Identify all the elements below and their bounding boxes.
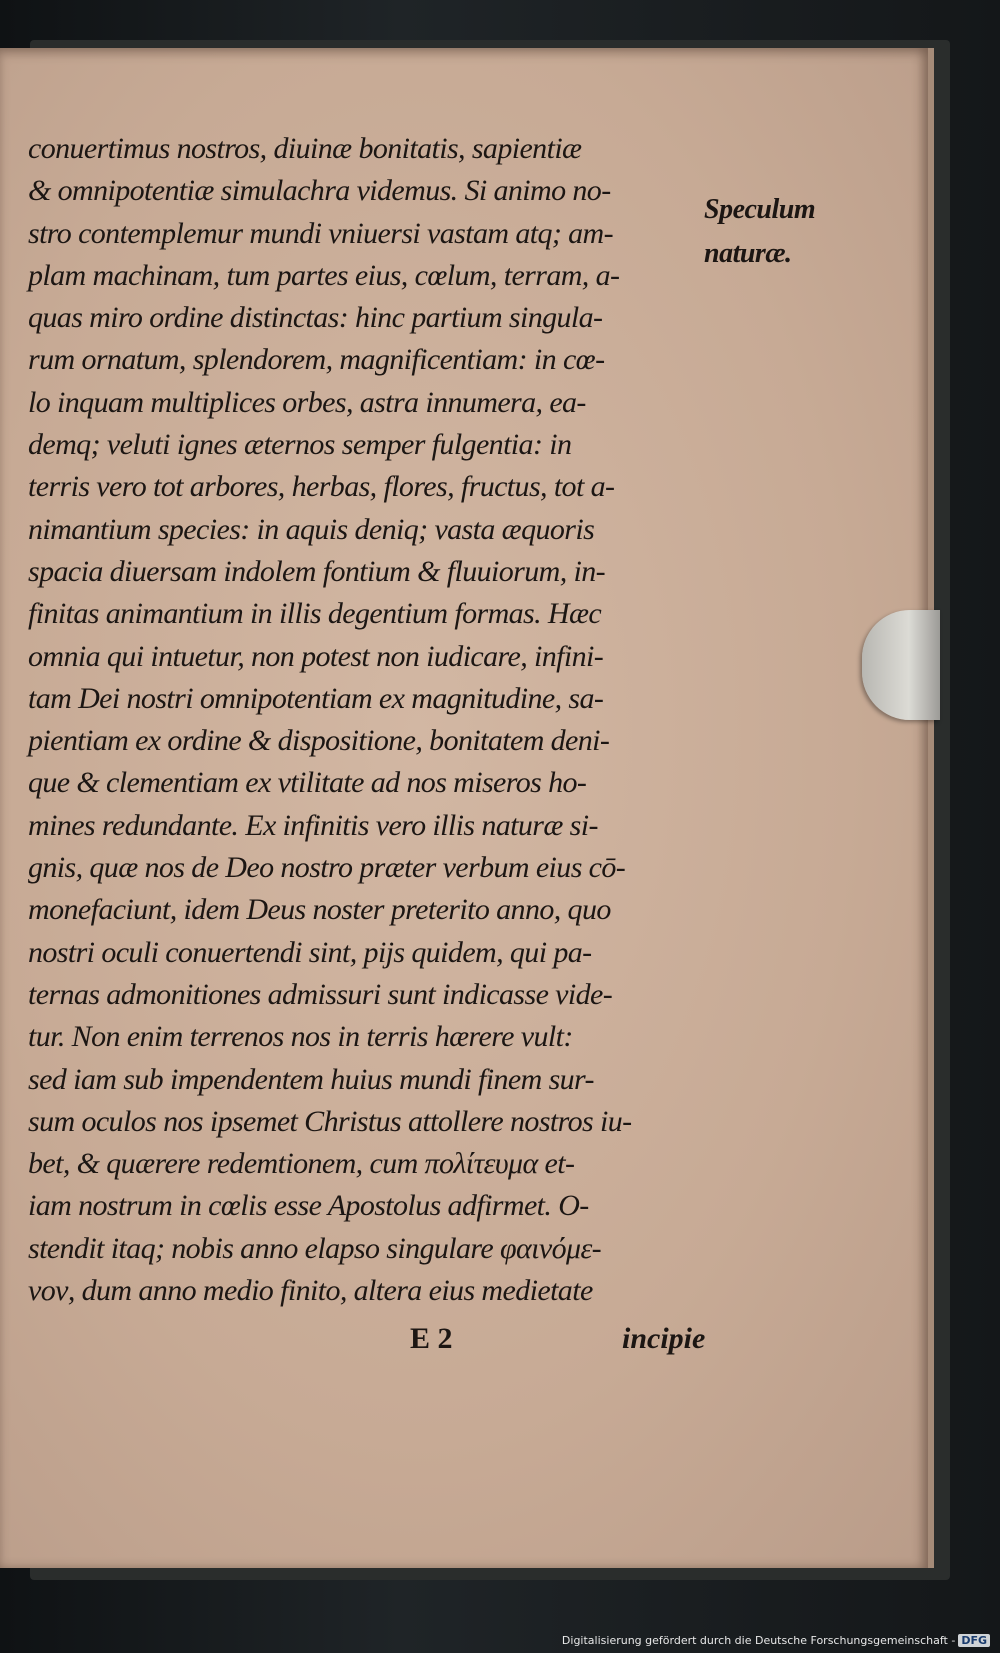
catchword: incipie bbox=[622, 1322, 706, 1355]
text-line: lo inquam multiplices orbes, astra innumera, ea- bbox=[28, 385, 586, 419]
marginal-note-line: naturæ. bbox=[704, 238, 792, 269]
text-line: terris vero tot arbores, herbas, flores, fructus, tot a- bbox=[28, 470, 615, 504]
text-line: νον, dum anno medio finito, altera eius medietate bbox=[28, 1274, 593, 1308]
text-line: stro contemplemur mundi vniuersi vastam atq; am- bbox=[28, 216, 614, 250]
text-line: demq; veluti ignes æternos semper fulgentia: in bbox=[28, 428, 572, 462]
text-line: stendit itaq; nobis anno elapso singulare φαινόμε- bbox=[28, 1231, 602, 1265]
text-line: sum oculos nos ipsemet Christus attollere nostros iu- bbox=[28, 1104, 632, 1138]
text-line: ternas admonitiones admissuri sunt indicasse vide- bbox=[28, 977, 613, 1011]
text-line: gnis, quæ nos de Deo nostro præter verbum eius cō- bbox=[28, 851, 626, 885]
text-line: nimantium species: in aquis deniq; vasta æquoris bbox=[28, 512, 595, 546]
digitization-credit bbox=[562, 1634, 990, 1647]
text-line: & omnipotentiæ simulachra videmus. Si animo no- bbox=[28, 174, 611, 208]
text-line: omnia qui intuetur, non potest non iudicare, infini- bbox=[28, 639, 604, 673]
text-line: finitas animantium in illis degentium formas. Hæc bbox=[28, 597, 602, 631]
text-line: rum ornatum, splendorem, magnificentiam: in cœ- bbox=[28, 343, 605, 377]
text-line: monefaciunt, idem Deus noster preterito anno, quo bbox=[28, 893, 611, 927]
signature-mark: E 2 bbox=[410, 1322, 453, 1355]
page-clip bbox=[862, 610, 940, 720]
text-line: quas miro ordine distinctas: hinc partium singula- bbox=[28, 301, 603, 335]
text-line: nostri oculi conuertendi sint, pijs quidem, qui pa- bbox=[28, 935, 592, 969]
text-line: que & clementiam ex vtilitate ad nos miseros ho- bbox=[28, 766, 587, 800]
marginal-note bbox=[704, 188, 834, 276]
text-line: tur. Non enim terrenos nos in terris hærere vult: bbox=[28, 1020, 573, 1054]
text-line: conuertimus nostros, diuinæ bonitatis, sapientiæ bbox=[28, 132, 582, 165]
text-line: pientiam ex ordine & dispositione, bonitatem deni- bbox=[28, 724, 610, 758]
main-text-block bbox=[28, 128, 718, 1312]
marginal-note-line: Speculum bbox=[704, 194, 816, 225]
text-line: iam nostrum in cœlis esse Apostolus adfirmet. O- bbox=[28, 1189, 589, 1223]
text-line: mines redundante. Ex infinitis vero illis naturæ si- bbox=[28, 808, 598, 842]
text-line: bet, & quærere redemtionem, cum πολίτευμα et- bbox=[28, 1147, 575, 1181]
text-line: sed iam sub impendentem huius mundi finem sur- bbox=[28, 1062, 594, 1096]
credit-text: Digitalisierung gefördert durch die Deutsche Forschungsgemeinschaft - bbox=[561, 1634, 956, 1647]
text-line: spacia diuersam indolem fontium & fluuiorum, in- bbox=[28, 554, 606, 588]
dfg-logo-icon: DFG bbox=[958, 1634, 990, 1647]
text-line: tam Dei nostri omnipotentiam ex magnitudine, sa- bbox=[28, 681, 604, 715]
text-line: plam machinam, tum partes eius, cœlum, terram, a- bbox=[28, 258, 620, 292]
